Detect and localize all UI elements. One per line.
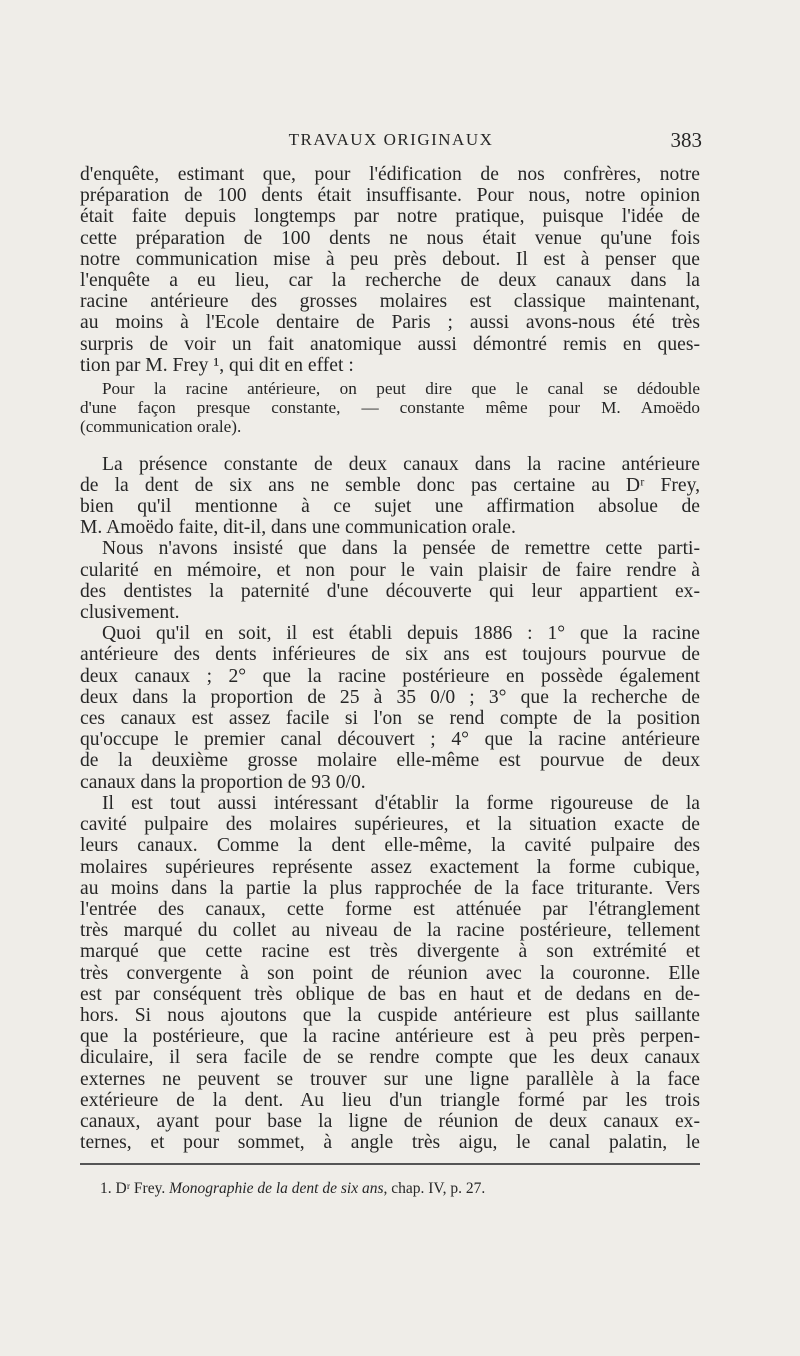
text-line: tion par M. Frey ¹, qui dit en effet :	[80, 354, 354, 376]
text-line: externes ne peuvent se trouver sur une ligne parallèle à la face	[80, 1068, 700, 1090]
page-number: 383	[670, 128, 702, 152]
paragraph-4	[80, 623, 700, 793]
text-line: au moins dans la partie la plus rapprochée de la face triturante. Vers	[80, 877, 700, 899]
text-line: était faite depuis longtemps par notre pratique, puisque l'idée de	[80, 206, 700, 228]
text-line: molaires supérieures représente assez exactement la forme cubique,	[80, 856, 700, 878]
text-line: marqué que cette racine est très divergente à son extrémité et	[80, 941, 700, 963]
text-line: cette préparation de 100 dents ne nous était venue qu'une fois	[80, 227, 700, 249]
text-line: Il est tout aussi intéressant d'établir la forme rigoureuse de la	[102, 792, 700, 814]
text-line: de la deuxième grosse molaire elle-même est pourvue de deux	[80, 750, 700, 772]
text-line: racine antérieure des grosses molaires est classique maintenant,	[80, 291, 700, 313]
text-line: préparation de 100 dents était insuffisante. Pour nous, notre opinion	[80, 185, 700, 207]
text-line: que la postérieure, que la racine antérieure est à peu près perpen-	[80, 1026, 700, 1048]
text-line: très marqué du collet au niveau de la racine postérieure, tellement	[80, 920, 700, 942]
text-line: extérieure de la dent. Au lieu d'un triangle formé par les trois	[80, 1089, 700, 1111]
text-line: deux canaux ; 2° que la racine postérieure en possède également	[80, 665, 700, 687]
page-header	[80, 128, 702, 154]
paragraph-1	[80, 164, 700, 376]
footnote-title: Monographie de la dent de six ans	[169, 1180, 384, 1197]
text-line: notre communication mise à peu près debout. Il est à penser que	[80, 248, 700, 270]
text-line: des dentistes la paternité d'une découverte qui leur appartient ex-	[80, 580, 700, 602]
text-line: d'une façon presque constante, — constante même pour M. Amoëdo	[80, 398, 700, 418]
block-quote	[80, 379, 700, 437]
footnote-rule	[80, 1163, 700, 1165]
text-line: ternes, et pour sommet, à angle très aigu, le canal palatin, le	[80, 1132, 700, 1154]
footnote	[80, 1180, 720, 1198]
text-line: (communication orale).	[80, 417, 242, 437]
text-line: canaux, ayant pour base la ligne de réunion de deux canaux ex-	[80, 1110, 700, 1132]
text-line: l'enquête a eu lieu, car la recherche de deux canaux dans la	[80, 270, 700, 292]
text-line: cularité en mémoire, et non pour le vain plaisir de faire rendre à	[80, 559, 700, 581]
text-line: Nous n'avons insisté que dans la pensée de remettre cette parti-	[102, 538, 700, 560]
text-line: ces canaux est assez facile si l'on se rend compte de la position	[80, 708, 700, 730]
text-line: hors. Si nous ajoutons que la cuspide antérieure est plus saillante	[80, 1004, 700, 1026]
paragraph-3	[80, 538, 700, 623]
text-line: au moins à l'Ecole dentaire de Paris ; aussi avons-nous été très	[80, 312, 700, 334]
text-line: bien qu'il mentionne à ce sujet une affirmation absolue de	[80, 496, 700, 518]
footnote-suffix: , chap. IV, p. 27.	[383, 1180, 486, 1197]
text-line: deux dans la proportion de 25 à 35 0/0 ; 3° que la recherche de	[80, 686, 700, 708]
text-line: qu'occupe le premier canal découvert ; 4° que la racine antérieure	[80, 729, 700, 751]
text-line: est par conséquent très oblique de bas en haut et de dedans en de-	[80, 983, 700, 1005]
text-line: leurs canaux. Comme la dent elle-même, la cavité pulpaire des	[80, 835, 700, 857]
running-title: TRAVAUX ORIGINAUX	[288, 130, 494, 149]
text-line: La présence constante de deux canaux dans la racine antérieure	[102, 453, 700, 475]
footnote-prefix: 1. Dʳ Frey.	[100, 1180, 166, 1197]
paragraph-2	[80, 454, 700, 539]
paragraph-5	[80, 793, 700, 1153]
text-line: antérieure des dents inférieures de six ans est toujours pourvue de	[80, 644, 700, 666]
text-line: diculaire, il sera facile de se rendre compte que les deux canaux	[80, 1047, 700, 1069]
text-line: l'entrée des canaux, cette forme est atténuée par l'étranglement	[80, 898, 700, 920]
text-line: d'enquête, estimant que, pour l'édification de nos confrères, notre	[80, 164, 700, 185]
text-line: Quoi qu'il en soit, il est établi depuis 1886 : 1° que la racine	[102, 623, 700, 645]
text-line: clusivement.	[80, 602, 180, 624]
body-text	[80, 164, 700, 1153]
text-line: très convergente à son point de réunion avec la couronne. Elle	[80, 962, 700, 984]
text-line: M. Amoëdo faite, dit-il, dans une communication orale.	[80, 517, 516, 539]
text-line: cavité pulpaire des molaires supérieures, et la situation exacte de	[80, 814, 700, 836]
text-line: surpris de voir un fait anatomique aussi démontré remis en ques-	[80, 333, 700, 355]
text-line: canaux dans la proportion de 93 0/0.	[80, 771, 366, 793]
text-line: de la dent de six ans ne semble donc pas certaine au Dʳ Frey,	[80, 474, 700, 496]
text-line: Pour la racine antérieure, on peut dire que le canal se dédouble	[102, 379, 700, 399]
